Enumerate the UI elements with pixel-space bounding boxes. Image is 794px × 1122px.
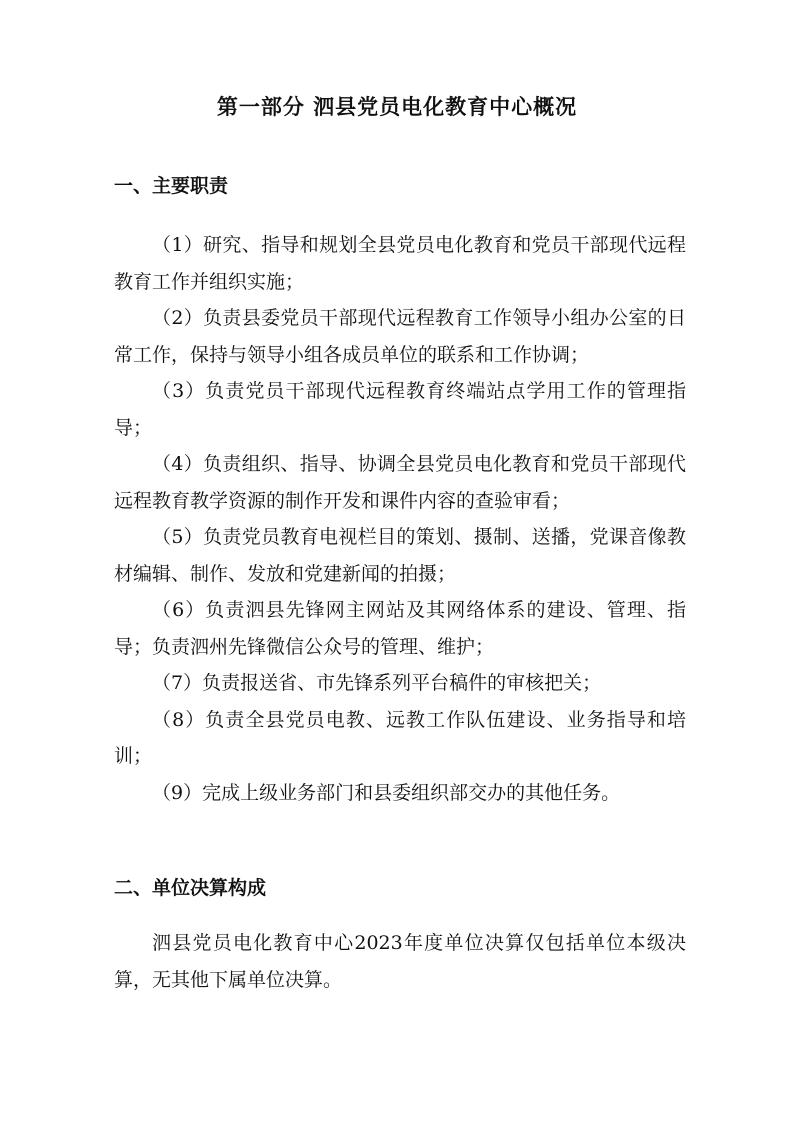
duty-item-1: （1）研究、指导和规划全县党员电化教育和党员干部现代远程教育工作并组织实施； <box>114 234 686 293</box>
structure-paragraph: 泗县党员电化教育中心2023年度单位决算仅包括单位本级决算，无其他下属单位决算。 <box>114 932 686 991</box>
duty-item-3: （3）负责党员干部现代远程教育终端站点学用工作的管理指导； <box>114 380 686 439</box>
duty-item-6: （6）负责泗县先锋网主网站及其网络体系的建设、管理、指导；负责泗州先锋微信公众号的管理、维护； <box>114 599 686 658</box>
duties-list <box>114 227 686 811</box>
duty-item-7: （7）负责报送省、市先锋系列平台稿件的审核把关； <box>152 672 602 694</box>
duty-item-5: （5）负责党员教育电视栏目的策划、摄制、送播，党课音像教材编辑、制作、发放和党建新闻的拍摄； <box>114 526 686 585</box>
section-heading-duties: 一、主要职责 <box>114 175 229 197</box>
duty-item-4: （4）负责组织、指导、协调全县党员电化教育和党员干部现代远程教育教学资源的制作开发和课件内容的查验审看； <box>114 453 686 512</box>
duty-item-8: （8）负责全县党员电教、远教工作队伍建设、业务指导和培训； <box>114 708 686 767</box>
duty-item-9: （9）完成上级业务部门和县委组织部交办的其他任务。 <box>152 781 621 804</box>
structure-text <box>114 925 686 998</box>
page-title: 第一部分 泗县党员电化教育中心概况 <box>216 95 578 119</box>
duty-item-2: （2）负责县委党员干部现代远程教育工作领导小组办公室的日常工作，保持与领导小组各成员单位的联系和工作协调； <box>114 307 686 366</box>
section-heading-structure: 二、单位决算构成 <box>114 877 267 899</box>
